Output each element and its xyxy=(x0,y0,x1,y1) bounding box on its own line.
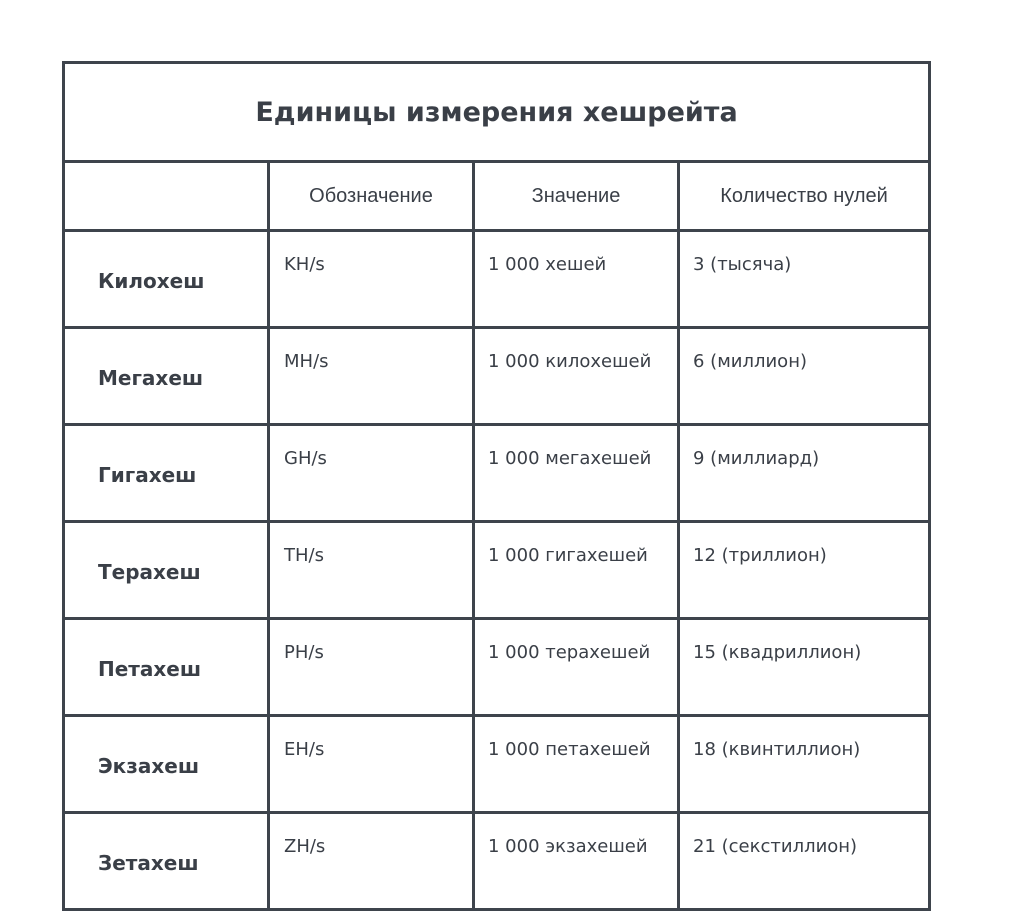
table-row xyxy=(64,231,930,328)
unit-symbol: TH/s xyxy=(269,522,474,619)
unit-name: Зетахеш xyxy=(64,813,269,910)
unit-zeros: 6 (миллион) xyxy=(679,328,930,425)
hashrate-units-table xyxy=(62,61,931,911)
unit-symbol: PH/s xyxy=(269,619,474,716)
unit-name: Терахеш xyxy=(64,522,269,619)
unit-value: 1 000 гигахешей xyxy=(474,522,679,619)
unit-value: 1 000 мегахешей xyxy=(474,425,679,522)
table-row xyxy=(64,716,930,813)
unit-value: 1 000 хешей xyxy=(474,231,679,328)
unit-value: 1 000 петахешей xyxy=(474,716,679,813)
unit-value: 1 000 экзахешей xyxy=(474,813,679,910)
table-row xyxy=(64,619,930,716)
header-empty-cell xyxy=(64,162,269,231)
unit-symbol: GH/s xyxy=(269,425,474,522)
unit-name: Мегахеш xyxy=(64,328,269,425)
unit-zeros: 12 (триллион) xyxy=(679,522,930,619)
unit-name: Гигахеш xyxy=(64,425,269,522)
table-row xyxy=(64,425,930,522)
unit-zeros: 9 (миллиард) xyxy=(679,425,930,522)
table-title: Единицы измерения хешрейта xyxy=(64,63,930,162)
unit-zeros: 18 (квинтиллион) xyxy=(679,716,930,813)
header-value: Значение xyxy=(474,162,679,231)
unit-name: Килохеш xyxy=(64,231,269,328)
unit-zeros: 3 (тысяча) xyxy=(679,231,930,328)
header-row xyxy=(64,162,930,231)
unit-value: 1 000 килохешей xyxy=(474,328,679,425)
unit-symbol: KH/s xyxy=(269,231,474,328)
unit-name: Экзахеш xyxy=(64,716,269,813)
unit-symbol: EH/s xyxy=(269,716,474,813)
unit-symbol: MH/s xyxy=(269,328,474,425)
unit-zeros: 15 (квадриллион) xyxy=(679,619,930,716)
table-row xyxy=(64,813,930,910)
table-row xyxy=(64,522,930,619)
header-zeros: Количество нулей xyxy=(679,162,930,231)
unit-zeros: 21 (секстиллион) xyxy=(679,813,930,910)
unit-symbol: ZH/s xyxy=(269,813,474,910)
table-row xyxy=(64,328,930,425)
unit-name: Петахеш xyxy=(64,619,269,716)
header-symbol: Обозначение xyxy=(269,162,474,231)
unit-value: 1 000 терахешей xyxy=(474,619,679,716)
